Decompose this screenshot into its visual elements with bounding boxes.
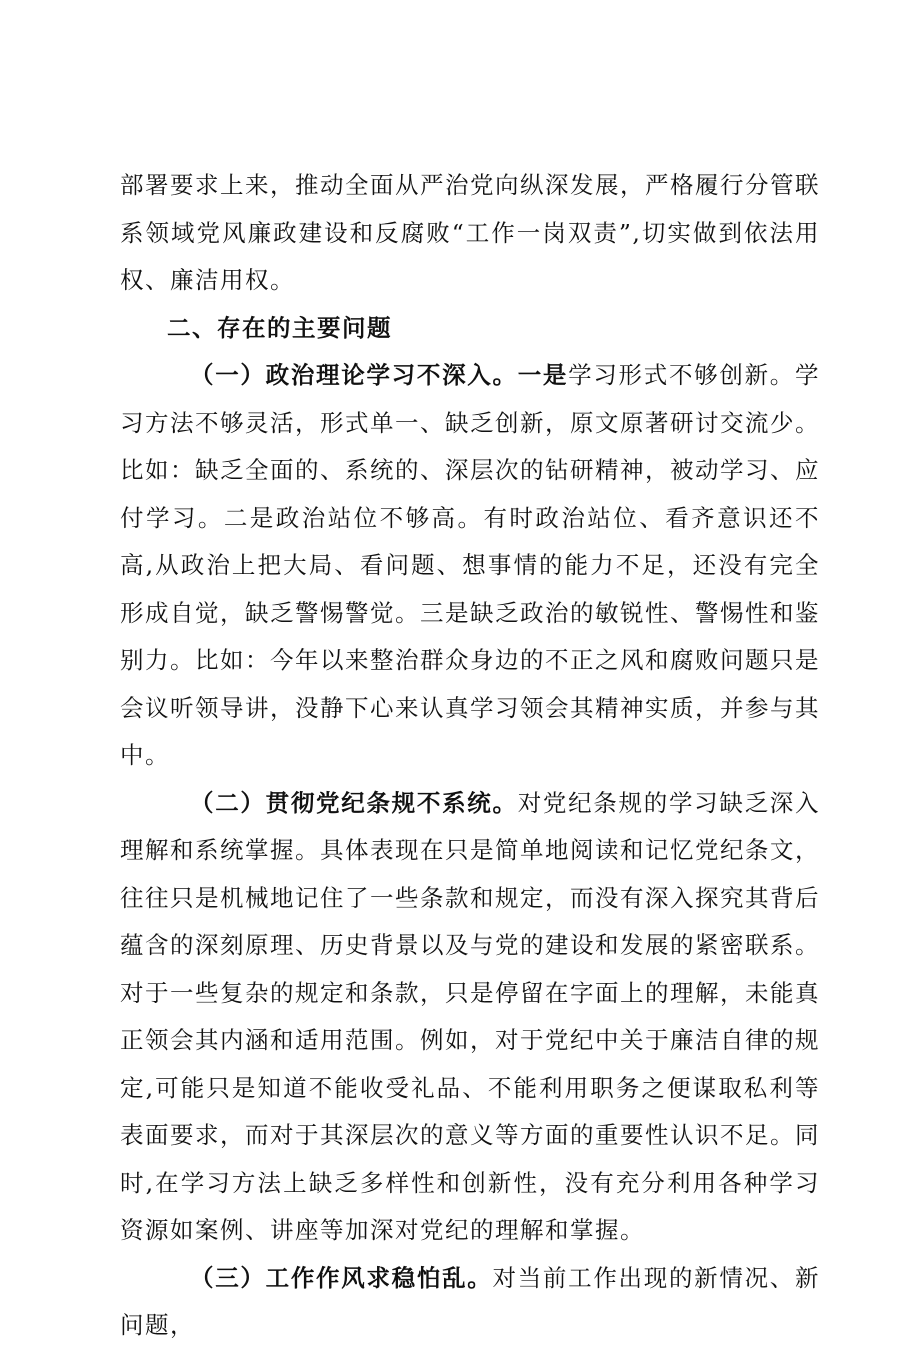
problem-item-1-title: （一）政治理论学习不深入。 <box>190 361 518 389</box>
problem-item-2-body: 对党纪条规的学习缺乏深入理解和系统掌握。具体表现在只是简单地阅读和记忆党纪条文，往往只是机械地记住了一些条款和规定，而没有深入探究其背后蕴含的深刻原理、历史背景以及与党的建设和发展的紧密联系。对于一些复杂的规定和条款，只是停留在字面上的理解，未能真正领会其内涵和适用范围。例如，对于党纪中关于廉洁自律的规定,可能只是知道不能收受礼品、不能利用职务之便谋取私利等表面要求，而对于其深层次的意义等方面的重要性认识不足。同时,在学习方法上缺乏多样性和创新性，没有充分利用各种学习资源如案例、讲座等加深对党纪的理解和掌握。 <box>120 788 821 1244</box>
paragraph-continuation: 部署要求上来，推动全面从严治党向纵深发展，严格履行分管联系领域党风廉政建设和反腐败“工作一岗双责”,切实做到依法用权、廉洁用权。 <box>120 171 820 294</box>
problem-item-3 <box>120 1255 820 1350</box>
section-heading-problems: 二、存在的主要问题 <box>167 313 392 342</box>
document-body <box>120 162 820 1350</box>
problem-item-2-title: （二）贯彻党纪条规不系统。 <box>190 788 518 817</box>
problem-item-1 <box>120 352 820 780</box>
problem-item-1-body: 学习形式不够创新。学习方法不够灵活，形式单一、缺乏创新，原文原著研讨交流少。比如：缺乏全面的、系统的、深层次的钻研精神，被动学习、应付学习。二是政治站位不够高。有时政治站位、看齐意识还不高,从政治上把大局、看问题、想事情的能力不足，还没有完全形成自觉，缺乏警惕警觉。三是缺乏政治的敏锐性、警惕性和鉴别力。比如：今年以来整治群众身边的不正之风和腐败问题只是会议听领导讲，没静下心来认真学习领会其精神实质，并参与其中。 <box>120 361 821 769</box>
problem-item-3-title: （三）工作作风求稳怕乱。 <box>190 1263 493 1292</box>
problem-item-2 <box>120 780 820 1255</box>
problem-item-3-body: 对当前工作出现的新情况、新问题， <box>120 1263 820 1339</box>
problem-item-1-lead: 一是 <box>517 361 569 389</box>
